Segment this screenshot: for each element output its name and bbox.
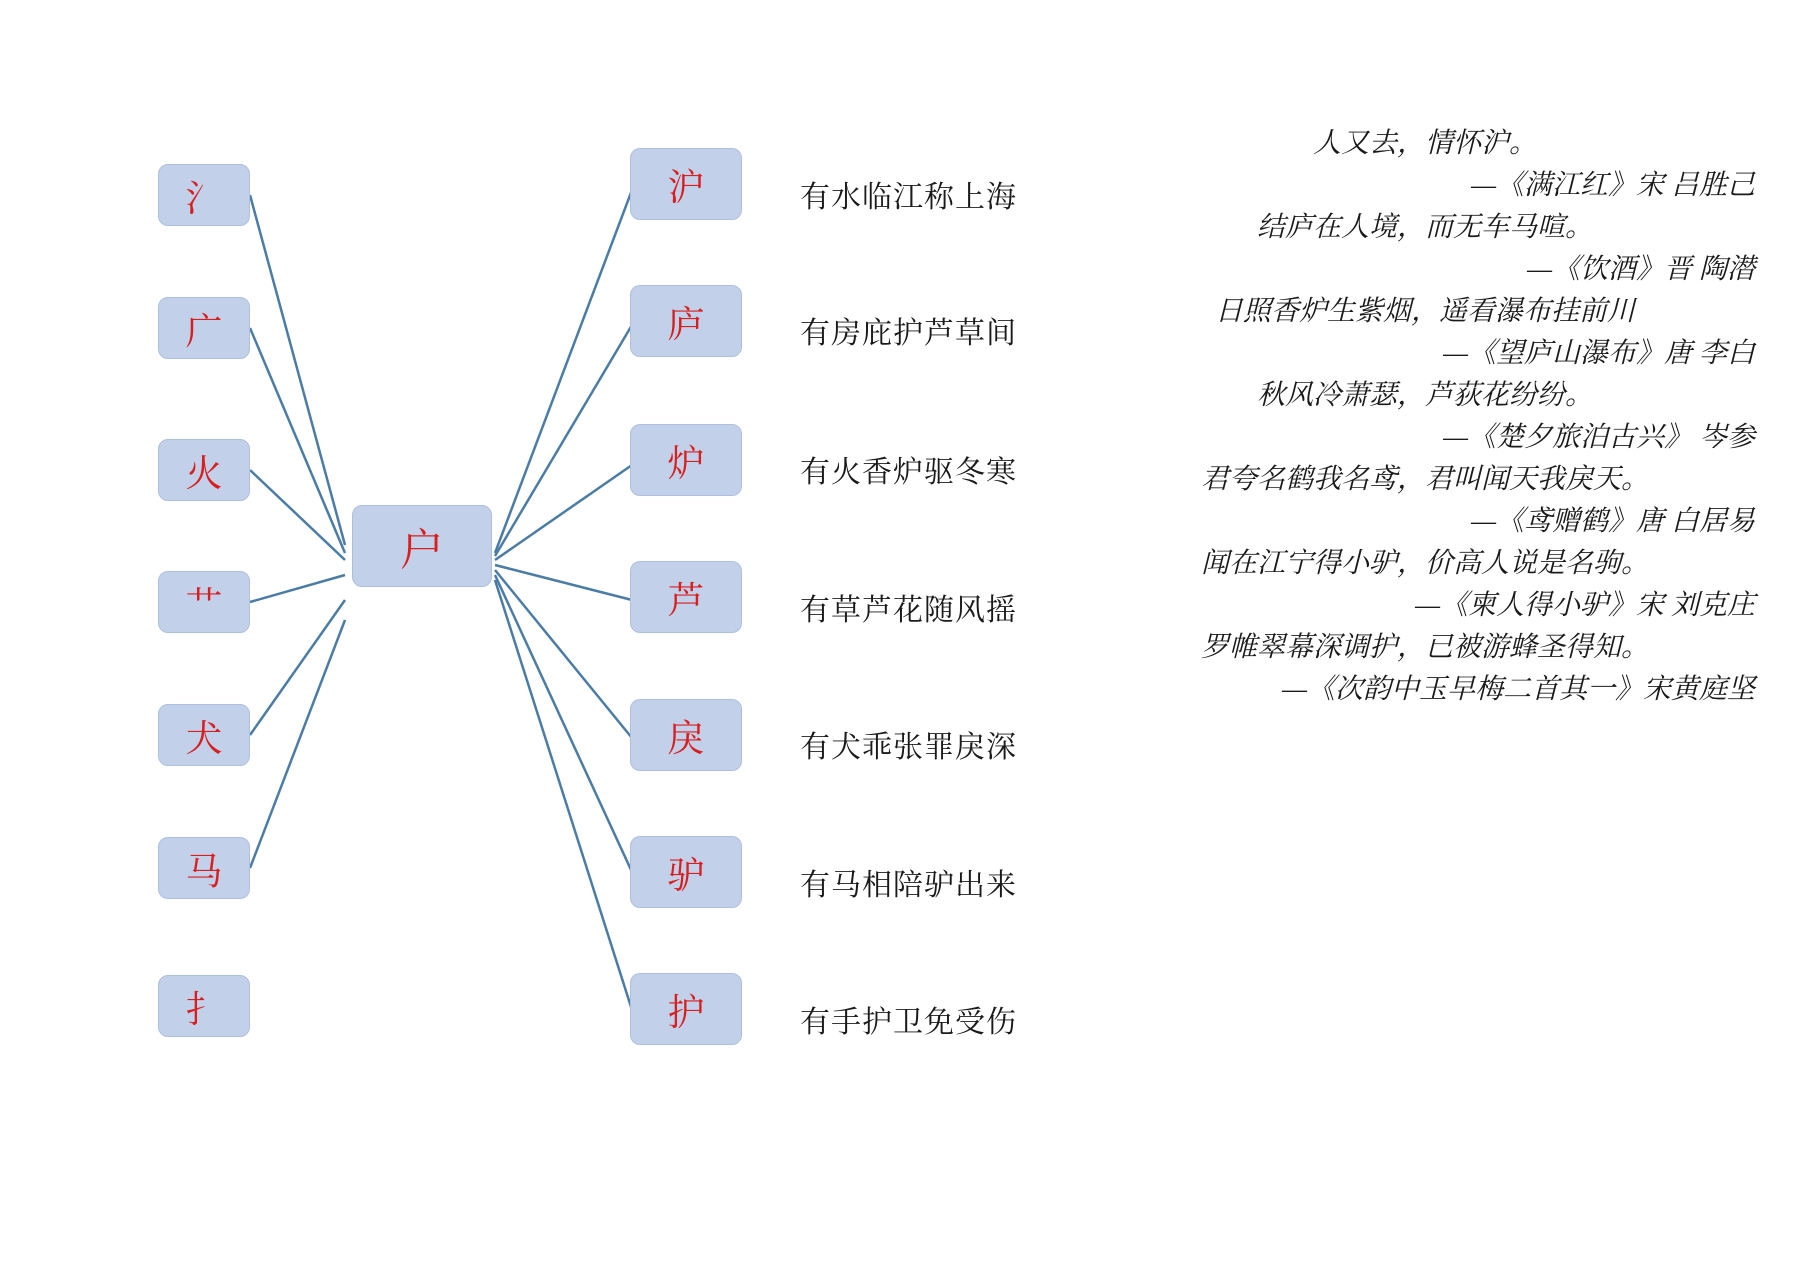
poem-line: 人又去，情怀沪。 xyxy=(1312,128,1537,159)
poem-source: —《望庐山瀑布》唐 李白 xyxy=(1443,338,1755,369)
poem-line: 秋风冷萧瑟，芦荻花纷纷。 xyxy=(1256,380,1593,411)
character-phrase-1: 有水临江称上海 xyxy=(800,181,1017,214)
center-label: 户 xyxy=(400,526,444,575)
component-label: 扌 xyxy=(185,990,223,1031)
character-phrase-4: 有草芦花随风摇 xyxy=(800,594,1017,627)
character-label: 戾 xyxy=(667,719,705,760)
poem-line: 结庐在人境，而无车马喧。 xyxy=(1256,212,1593,243)
poem-column xyxy=(1085,130,1765,718)
component-label: 马 xyxy=(185,852,223,893)
character-node-4[interactable] xyxy=(630,561,742,633)
poem-line: 闻在江宁得小驴，价高人说是名驹。 xyxy=(1200,548,1649,579)
poem-line: 日照香炉生紫烟，遥看瀑布挂前川 xyxy=(1214,296,1635,327)
character-node-1[interactable] xyxy=(630,148,742,220)
poem-line: 罗帷翠幕深调护，已被游蜂圣得知。 xyxy=(1200,632,1649,663)
component-label: 氵 xyxy=(185,179,223,220)
character-phrase-7: 有手护卫免受伤 xyxy=(800,1006,1017,1039)
character-node-6[interactable] xyxy=(630,836,742,908)
component-node-7[interactable] xyxy=(158,975,250,1037)
character-label: 驴 xyxy=(667,856,705,897)
center-node[interactable] xyxy=(352,505,492,587)
character-phrase-3: 有火香炉驱冬寒 xyxy=(800,456,1017,489)
component-node-6[interactable] xyxy=(158,837,250,899)
poem-source: —《柬人得小驴》宋 刘克庄 xyxy=(1415,590,1755,621)
poem-source: —《楚夕旅泊古兴》 岑参 xyxy=(1443,422,1755,453)
character-node-5[interactable] xyxy=(630,699,742,771)
character-node-3[interactable] xyxy=(630,424,742,496)
poem-source: —《次韵中玉早梅二首其一》宋黄庭坚 xyxy=(1282,674,1755,705)
character-phrase-5: 有犬乖张罪戾深 xyxy=(800,731,1017,764)
poem-source: —《满江红》宋 吕胜己 xyxy=(1471,170,1755,201)
character-node-7[interactable] xyxy=(630,973,742,1045)
component-node-5[interactable] xyxy=(158,704,250,766)
component-node-3[interactable] xyxy=(158,439,250,501)
component-label: 犬 xyxy=(185,719,223,760)
poem-source: —《饮酒》晋 陶潜 xyxy=(1527,254,1755,285)
poem-source: —《鸢赠鹤》唐 白居易 xyxy=(1471,506,1755,537)
character-phrase-2: 有房庇护芦草间 xyxy=(800,317,1017,350)
character-node-2[interactable] xyxy=(630,285,742,357)
component-node-4[interactable] xyxy=(158,571,250,633)
character-label: 芦 xyxy=(667,581,705,622)
character-label: 炉 xyxy=(667,444,705,485)
character-label: 护 xyxy=(667,993,705,1034)
character-label: 庐 xyxy=(667,305,705,346)
component-node-1[interactable] xyxy=(158,164,250,226)
character-phrase-6: 有马相陪驴出来 xyxy=(800,869,1017,902)
component-node-2[interactable] xyxy=(158,297,250,359)
component-label: 艹 xyxy=(185,586,223,627)
component-label: 广 xyxy=(185,312,223,353)
poem-line: 君夸名鹤我名鸢，君叫闻天我戾天。 xyxy=(1200,464,1649,495)
character-label: 沪 xyxy=(667,168,705,209)
component-label: 火 xyxy=(185,454,223,495)
